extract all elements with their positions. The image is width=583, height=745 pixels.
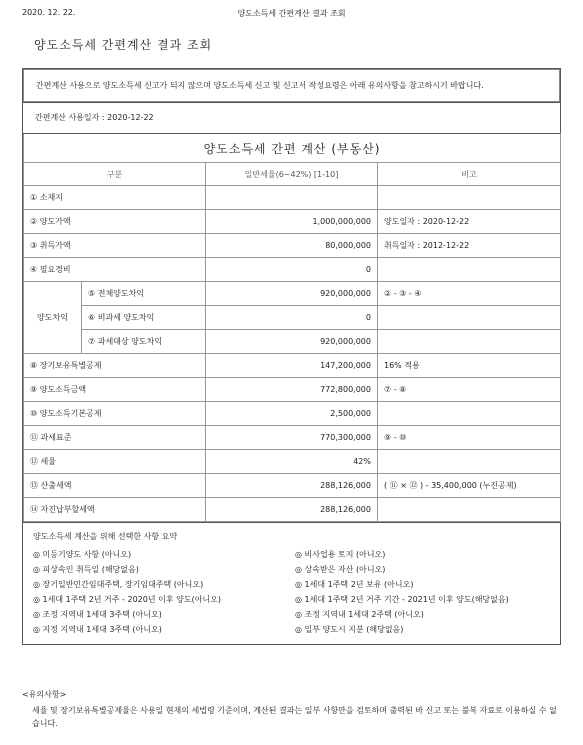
table-row (24, 234, 561, 258)
row-label: ⑭ 자진납부할세액 (24, 498, 206, 522)
table-title: 양도소득세 간편 계산 (부동산) (24, 134, 561, 163)
summary-item: ◎ 장기일반민간임대주택, 장기임대주택 (아니오) (33, 580, 204, 589)
summary-item: ◎ 조정 지역내 1세대 2주택 (아니오) (295, 610, 424, 619)
summary-item: ◎ 1세대 1주택 2년 보유 (아니오) (295, 580, 414, 589)
notice-box: 간편계산 사용으로 양도소득세 신고가 되지 않으며 양도소득세 신고 및 신고서 작성요령은 아래 유의사항을 참고하시기 바랍니다. (23, 69, 560, 102)
print-date: 2020. 12. 22. (22, 8, 76, 17)
row-label: ② 양도가액 (24, 210, 206, 234)
row-label: ③ 취득가액 (24, 234, 206, 258)
row-value: 770,300,000 (206, 426, 378, 450)
row-label: ⑥ 비과세 양도차익 (82, 306, 206, 330)
row-note: 취득일자 : 2012-12-22 (378, 234, 561, 258)
summary-item: ◎ 조정 지역내 1세대 3주택 (아니오) (33, 610, 162, 619)
row-label: ① 소재지 (24, 186, 206, 210)
caution-section (22, 689, 559, 730)
row-label: ⑫ 세율 (24, 450, 206, 474)
row-label: ⑨ 양도소득금액 (24, 378, 206, 402)
row-note (378, 186, 561, 210)
summary-item: ◎ 비사업용 토지 (아니오) (295, 550, 386, 559)
row-note (378, 330, 561, 354)
row-note: ⑦ - ⑧ (378, 378, 561, 402)
row-note: ( ⑪ × ⑫ ) - 35,400,000 (누진공제) (378, 474, 561, 498)
row-note: ② - ③ - ④ (378, 282, 561, 306)
row-label: ⑤ 전체양도차익 (82, 282, 206, 306)
row-value: 1,000,000,000 (206, 210, 378, 234)
row-value: 0 (206, 306, 378, 330)
summary-title: 양도소득세 계산을 위해 선택한 사항 요약 (33, 532, 178, 541)
summary-item: ◎ 1세대 1주택 2년 거주 - 2020년 이후 양도(아니오) (33, 595, 222, 604)
page-title: 양도소득세 간편계산 결과 조회 (34, 38, 213, 52)
row-note (378, 306, 561, 330)
row-value: 920,000,000 (206, 282, 378, 306)
row-label: ⑧ 장기보유특별공제 (24, 354, 206, 378)
row-value: 772,800,000 (206, 378, 378, 402)
table-row (24, 186, 561, 210)
caution-title: <유의사항> (22, 690, 67, 699)
table-row (24, 258, 561, 282)
row-value: 80,000,000 (206, 234, 378, 258)
table-row (24, 210, 561, 234)
row-value (206, 186, 378, 210)
calc-table (23, 133, 561, 522)
summary-item: ◎ 일부 양도시 지분 (해당없음) (295, 625, 404, 634)
table-row (24, 306, 561, 330)
result-frame (22, 68, 561, 645)
row-note (378, 402, 561, 426)
summary-item: ◎ 1세대 1주택 2년 거주 기간 - 2021년 이후 양도(해당없음) (295, 595, 509, 604)
print-header (0, 8, 583, 22)
summary-list (33, 549, 550, 636)
summary-item: ◎ 상속받은 자산 (아니오) (295, 565, 386, 574)
row-value: 288,126,000 (206, 498, 378, 522)
table-row (24, 330, 561, 354)
row-note: 양도일자 : 2020-12-22 (378, 210, 561, 234)
row-value: 2,500,000 (206, 402, 378, 426)
gain-group-label: 양도차익 (24, 282, 82, 354)
row-note: 16% 적용 (378, 354, 561, 378)
row-value: 920,000,000 (206, 330, 378, 354)
summary-item: ◎ 피상속인 취득일 (해당없음) (33, 565, 139, 574)
header-category: 구분 (24, 163, 206, 186)
row-label: ⑩ 양도소득기본공제 (24, 402, 206, 426)
row-note (378, 258, 561, 282)
row-value: 42% (206, 450, 378, 474)
row-label: ⑬ 산출세액 (24, 474, 206, 498)
row-value: 147,200,000 (206, 354, 378, 378)
selection-summary (23, 522, 560, 644)
table-row (24, 354, 561, 378)
table-row (24, 402, 561, 426)
table-row (24, 282, 561, 306)
header-note: 비고 (378, 163, 561, 186)
table-row (24, 498, 561, 522)
row-label: ④ 필요경비 (24, 258, 206, 282)
row-value: 288,126,000 (206, 474, 378, 498)
summary-item: ◎ 미등기양도 사항 (아니오) (33, 550, 132, 559)
row-label: ⑦ 과세대상 양도차익 (82, 330, 206, 354)
row-value: 0 (206, 258, 378, 282)
print-title: 양도소득세 간편계산 결과 조회 (237, 9, 346, 18)
table-row (24, 378, 561, 402)
caution-text: 세율 및 장기보유특별공제율은 사용일 현재의 세법령 기준이며, 계산된 결과는 일부 사항만을 검토하며 출력된 바 신고 또는 불복 자료로 이용하실 수 없습니다. (32, 706, 557, 728)
row-note (378, 498, 561, 522)
row-note (378, 450, 561, 474)
header-rate: 일반세율(6~42%) [1-10] (206, 163, 378, 186)
table-row (24, 450, 561, 474)
table-row (24, 474, 561, 498)
use-date: 간편계산 사용일자 : 2020-12-22 (23, 102, 560, 133)
table-row (24, 426, 561, 450)
row-label: ⑪ 과세표준 (24, 426, 206, 450)
summary-item: ◎ 지정 지역내 1세대 3주택 (아니오) (33, 625, 162, 634)
row-note: ⑨ - ⑩ (378, 426, 561, 450)
